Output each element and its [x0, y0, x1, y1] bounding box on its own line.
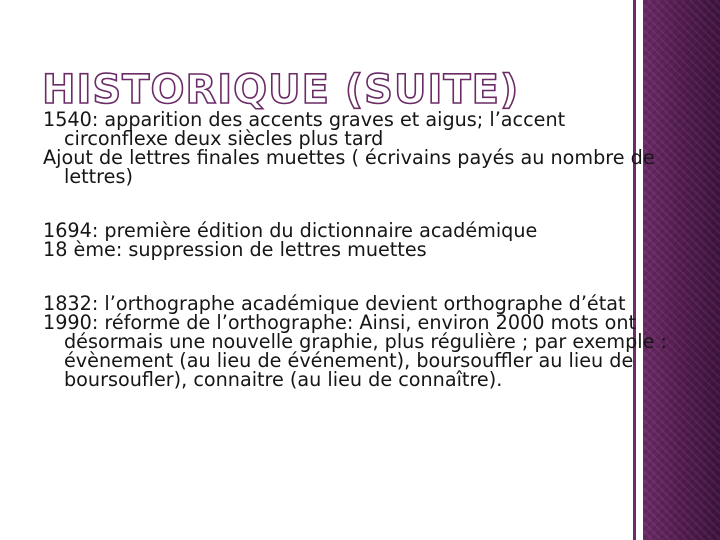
paragraph-1832: 1832: l’orthographe académique devient orthographe d’état: [43, 292, 626, 315]
slide-body: [43, 110, 675, 389]
slide-title: HISTORIQUE (SUITE): [42, 67, 520, 113]
paragraph-spacer: [43, 259, 675, 294]
paragraph-spacer: [43, 186, 675, 221]
paragraph-1694: 1694: première édition du dictionnaire académique: [43, 219, 538, 242]
paragraph-lettres-finales: Ajout de lettres finales muettes ( écrivains payés au nombre de lettres): [43, 146, 655, 188]
paragraph-18eme: 18 ème: suppression de lettres muettes: [43, 238, 427, 261]
paragraph-1540: 1540: apparition des accents graves et aigus; l’accent circonflexe deux siècles plus tard: [43, 108, 566, 150]
paragraph-1990: 1990: réforme de l’orthographe: Ainsi, environ 2000 mots ont désormais une nouvelle graphie, plus régulière ; par exemple : évènement (au lieu de événement), boursouffler au lieu de boursoufler), connaitre (au lieu de connaître).: [43, 311, 667, 391]
